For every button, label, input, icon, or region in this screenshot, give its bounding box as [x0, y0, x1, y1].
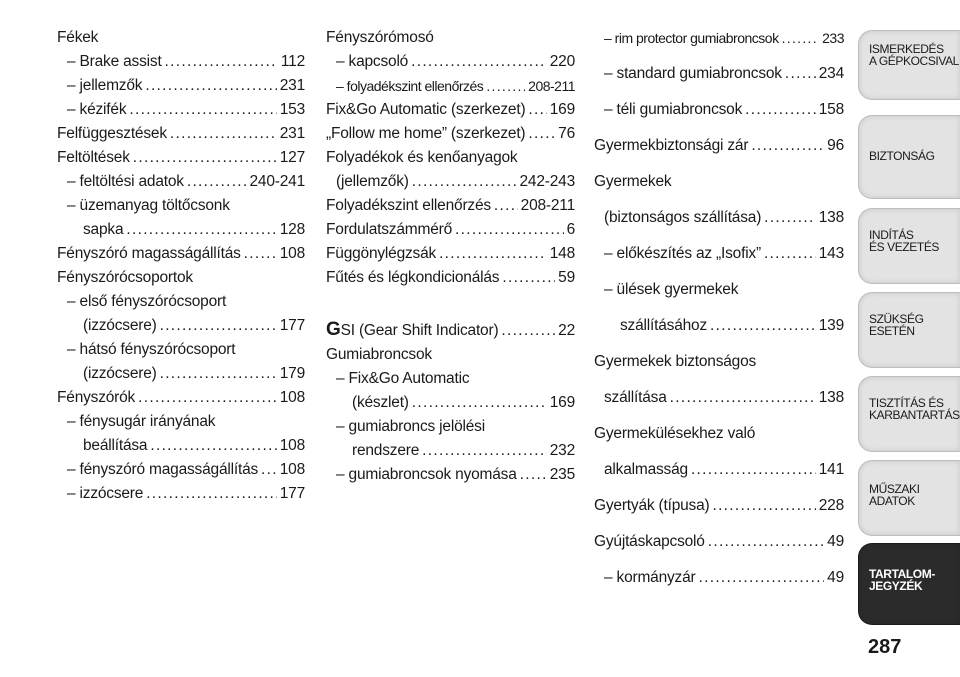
leader-dots [170, 122, 277, 146]
index-entry: – kézifék ..... 153 [57, 98, 305, 122]
leader-dots [712, 494, 815, 518]
tab-tartalomjegyzek[interactable]: TARTALOM- JEGYZÉK [858, 543, 960, 625]
index-entry: – gumiabroncs jelölési [336, 418, 485, 435]
index-column-3 [594, 26, 844, 590]
index-entry: (izzócsere) ..... 179 [57, 362, 305, 386]
index-entry: – gumiabroncsok nyomása ..... 235 [326, 463, 575, 487]
index-entry: Gyújtáskapcsoló ..... 49 [594, 530, 844, 554]
tab-biztonsag[interactable]: BIZTONSÁG [858, 115, 960, 199]
index-entry: – fényszóró magasságállítás ..... 108 [57, 458, 305, 482]
index-entry: – standard gumiabroncsok ..... 234 [594, 62, 844, 86]
section-initial-letter: G [326, 319, 341, 340]
index-entry: Gyermekek biztonságos [594, 353, 757, 370]
index-entry: – Brake assist ..... 112 [57, 50, 305, 74]
leader-dots [502, 266, 555, 290]
index-entry: Függönylégzsák ..... 148 [326, 242, 575, 266]
leader-dots [528, 122, 555, 146]
leader-dots [138, 386, 277, 410]
leader-dots [412, 170, 517, 194]
index-entry: „Follow me home” (szerkezet) ..... 76 [326, 122, 575, 146]
leader-dots [422, 439, 547, 463]
leader-dots [411, 50, 547, 74]
leader-dots [708, 530, 824, 554]
index-entry: – jellemzők ..... 231 [57, 74, 305, 98]
index-entry: – fénysugár irányának [67, 413, 216, 430]
leader-dots [146, 482, 277, 506]
index-entry: – rim protector gumiabroncsok ..... 233 [594, 26, 844, 50]
index-entry: Folyadékszint ellenőrzés ..... 208-211 [326, 194, 575, 218]
leader-dots [126, 218, 276, 242]
leader-dots [670, 386, 816, 410]
index-entry: Fix&Go Automatic (szerkezet) ..... 169 [326, 98, 575, 122]
index-entry: beállítása ..... 108 [57, 434, 305, 458]
leader-dots [244, 242, 277, 266]
leader-dots [261, 458, 277, 482]
leader-dots [439, 242, 547, 266]
index-entry: – ülések gyermekek [604, 281, 739, 298]
leader-dots [764, 242, 816, 266]
index-column-1 [57, 26, 305, 506]
index-entry: GSI (Gear Shift Indicator) ..... 22 [326, 318, 575, 343]
leader-dots [691, 458, 816, 482]
index-entry: – hátsó fényszórócsoport [67, 341, 236, 358]
tab-inditas[interactable]: INDÍTÁS ÉS VEZETÉS [858, 208, 960, 284]
leader-dots [785, 62, 816, 86]
index-entry: Fényszórómosó [326, 29, 434, 46]
leader-dots [501, 319, 555, 343]
index-entry: (biztonságos szállítása) ..... 138 [594, 206, 844, 230]
index-entry: szállításához ..... 139 [594, 314, 844, 338]
index-entry: sapka ..... 128 [57, 218, 305, 242]
index-entry: Gumiabroncsok [326, 346, 432, 363]
leader-dots [187, 170, 247, 194]
index-column-2 [326, 26, 575, 487]
index-entry: Fényszóró magasságállítás ..... 108 [57, 242, 305, 266]
leader-dots [710, 314, 816, 338]
index-entry: szállítása ..... 138 [594, 386, 844, 410]
leader-dots [764, 206, 816, 230]
leader-dots [455, 218, 564, 242]
leader-dots [145, 74, 276, 98]
index-entry: – első fényszórócsoport [67, 293, 227, 310]
tab-tisztitas[interactable]: TISZTÍTÁS ÉS KARBANTARTÁS [858, 376, 960, 452]
index-entry: Fűtés és légkondicionálás ..... 59 [326, 266, 575, 290]
index-entry: (jellemzők) ..... 242-243 [326, 170, 575, 194]
index-entry: – izzócsere ..... 177 [57, 482, 305, 506]
index-entry: – feltöltési adatok ..... 240-241 [57, 170, 305, 194]
index-entry: Gyertyák (típusa) ..... 228 [594, 494, 844, 518]
leader-dots [129, 98, 276, 122]
leader-dots [165, 50, 278, 74]
index-entry: Feltöltések ..... 127 [57, 146, 305, 170]
leader-dots [160, 314, 277, 338]
leader-dots [133, 146, 277, 170]
leader-dots [150, 434, 276, 458]
section-gap [326, 290, 575, 318]
index-entry: – kormányzár ..... 49 [594, 566, 844, 590]
index-entry: (készlet) ..... 169 [326, 391, 575, 415]
leader-dots [486, 74, 525, 98]
page-number: 287 [868, 636, 902, 658]
leader-dots [520, 463, 547, 487]
index-entry: Fordulatszámmérő ..... 6 [326, 218, 575, 242]
leader-dots [160, 362, 277, 386]
index-entry: Folyadékok és kenőanyagok [326, 149, 518, 166]
index-entry: – téli gumiabroncsok ..... 158 [594, 98, 844, 122]
index-entry: Fényszórócsoportok [57, 269, 193, 286]
leader-dots [494, 194, 518, 218]
leader-dots [412, 391, 547, 415]
index-entry: Gyermekbiztonsági zár ..... 96 [594, 134, 844, 158]
index-entry: – előkészítés az „Isofix” ..... 143 [594, 242, 844, 266]
leader-dots [782, 26, 820, 50]
leader-dots [751, 134, 824, 158]
index-entry: rendszere ..... 232 [326, 439, 575, 463]
index-entry: – kapcsoló ..... 220 [326, 50, 575, 74]
tab-szukseg[interactable]: SZÜKSÉG ESETÉN [858, 292, 960, 368]
index-entry: Gyermekülésekhez való [594, 425, 756, 442]
leader-dots [528, 98, 546, 122]
tab-ismerkedes[interactable]: ISMERKEDÉS A GÉPKOCSIVAL [858, 30, 960, 100]
index-entry: (izzócsere) ..... 177 [57, 314, 305, 338]
index-entry: Felfüggesztések ..... 231 [57, 122, 305, 146]
index-entry: Fényszórók ..... 108 [57, 386, 305, 410]
index-entry: – folyadékszint ellenőrzés ..... 208-211 [326, 74, 575, 98]
tab-muszaki[interactable]: MŰSZAKI ADATOK [858, 460, 960, 536]
index-entry: alkalmasság ..... 141 [594, 458, 844, 482]
leader-dots [745, 98, 816, 122]
index-entry: – Fix&Go Automatic [336, 370, 470, 387]
leader-dots [699, 566, 825, 590]
index-entry: – üzemanyag töltőcsonk [67, 197, 230, 214]
index-entry: Gyermekek [594, 173, 672, 190]
index-entry: Fékek [57, 29, 99, 46]
